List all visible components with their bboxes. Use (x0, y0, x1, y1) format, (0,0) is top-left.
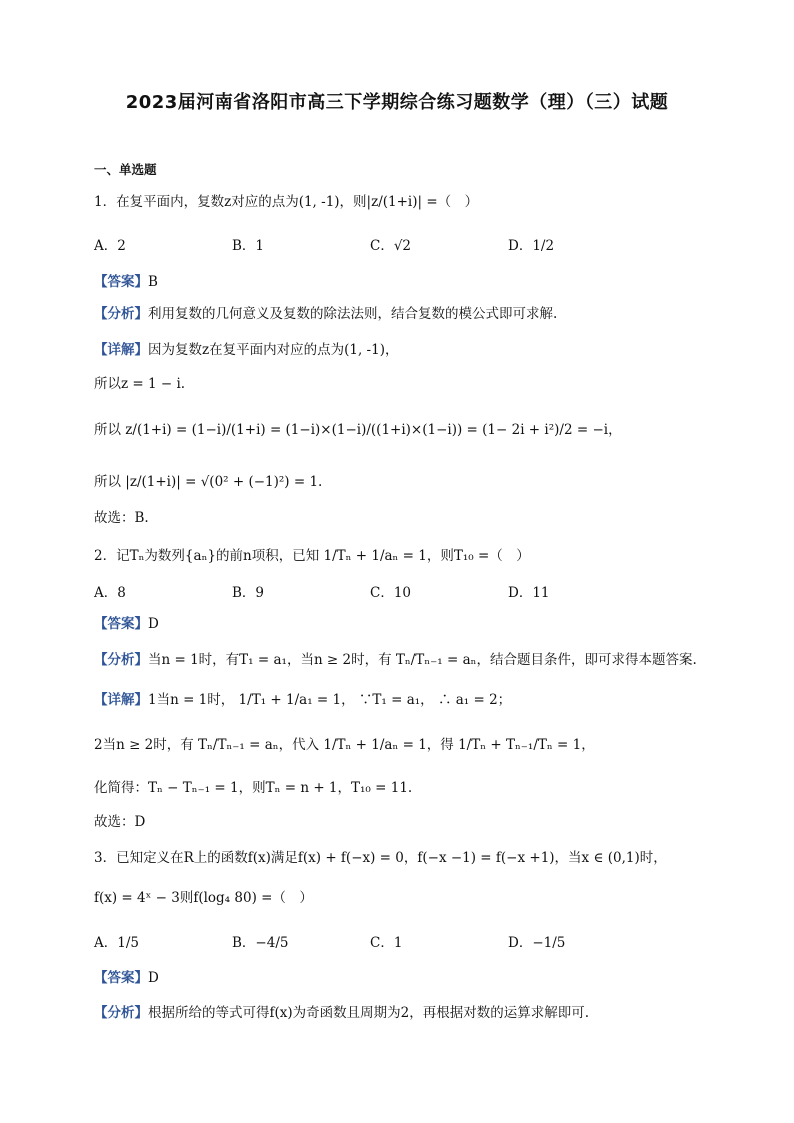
q3-answer (94, 968, 159, 988)
answer-label: 【答案】 (94, 970, 148, 986)
q2-detail (94, 690, 511, 710)
q1-option-d: D．1/2 (508, 238, 555, 254)
q1-stem: 1．在复平面内，复数z对应的点为(1, -1)，则|z/(1+i)| =（ ） (94, 194, 479, 210)
q1-analysis (94, 304, 557, 324)
q2-detail-text: 1当n = 1时， 1/T₁ + 1/a₁ = 1， ∵T₁ = a₁， ∴ a₁ = 2； (148, 692, 512, 708)
q2-options (94, 583, 646, 603)
q2-option-c: C．10 (370, 585, 412, 601)
q2-answer (94, 614, 159, 634)
q2-analysis (94, 650, 697, 670)
q3-analysis (94, 1003, 589, 1023)
q3-analysis-text: 根据所给的等式可得f(x)为奇函数且周期为2，再根据对数的运算求解即可. (148, 1005, 590, 1021)
q2-option-a: A．8 (94, 585, 126, 601)
answer-label: 【答案】 (94, 274, 148, 290)
analysis-label: 【分析】 (94, 1005, 148, 1021)
q3-option-c: C．1 (370, 935, 403, 951)
q3-option-d: D．−1/5 (508, 935, 566, 951)
page-title: 2023届河南省洛阳市高三下学期综合练习题数学（理）（三）试题 (125, 92, 669, 113)
q1-analysis-text: 利用复数的几何意义及复数的除法法则，结合复数的模公式即可求解. (148, 306, 558, 322)
q1-detail (94, 340, 398, 360)
q3-stem-line2: f(x) = 4ˣ − 3则f(log₄ 80) =（ ） (94, 890, 313, 906)
q2-answer-value: D (148, 616, 159, 632)
q1-option-c: C．√2 (370, 238, 412, 254)
answer-label: 【答案】 (94, 616, 148, 632)
q3-option-a: A．1/5 (94, 935, 139, 951)
q1-answer-value: B (148, 274, 158, 290)
q3-stem: 3．已知定义在R上的函数f(x)满足f(x) + f(−x) = 0，f(−x −1) = f(−x +1)，当x ∈ (0,1)时， (94, 850, 667, 866)
detail-label: 【详解】 (94, 342, 148, 358)
q1-step3: 所以 |z/(1+i)| = √(0² + (−1)²) = 1. (94, 474, 323, 490)
q2-stem: 2．记Tₙ为数列{aₙ}的前n项积，已知 1/Tₙ + 1/aₙ = 1，则T₁₀ =（ ） (94, 548, 530, 564)
q1-detail-text: 因为复数z在复平面内对应的点为(1, -1)， (148, 342, 399, 358)
q1-answer (94, 272, 158, 292)
q3-option-b: B．−4/5 (232, 935, 289, 951)
q1-options (94, 236, 646, 256)
q2-option-d: D．11 (508, 585, 550, 601)
q1-step2: 所以 z/(1+i) = (1−i)/(1+i) = (1−i)×(1−i)/((1+i)×(1−i)) = (1− 2i + i²)/2 = −i， (94, 422, 622, 438)
q2-choice: 故选：D (94, 814, 146, 830)
section-heading: 一、单选题 (94, 162, 157, 177)
q1-option-a: A．2 (94, 238, 126, 254)
analysis-label: 【分析】 (94, 306, 148, 322)
q3-answer-value: D (148, 970, 159, 986)
q1-step1: 所以z = 1 − i. (94, 376, 186, 392)
q2-analysis-text: 当n = 1时，有T₁ = a₁，当n ≥ 2时，有 Tₙ/Tₙ₋₁ = aₙ，结合题目条件，即可求得本题答案. (148, 652, 697, 668)
q1-option-b: B．1 (232, 238, 265, 254)
q2-step1: 2当n ≥ 2时，有 Tₙ/Tₙ₋₁ = aₙ，代入 1/Tₙ + 1/aₙ = 1，得 1/Tₙ + Tₙ₋₁/Tₙ = 1， (94, 737, 595, 753)
detail-label: 【详解】 (94, 692, 148, 708)
q2-option-b: B．9 (232, 585, 265, 601)
analysis-label: 【分析】 (94, 652, 148, 668)
q3-options (94, 933, 646, 953)
q1-choice: 故选：B. (94, 510, 149, 526)
q2-step2: 化简得：Tₙ − Tₙ₋₁ = 1，则Tₙ = n + 1，T₁₀ = 11. (94, 780, 413, 796)
